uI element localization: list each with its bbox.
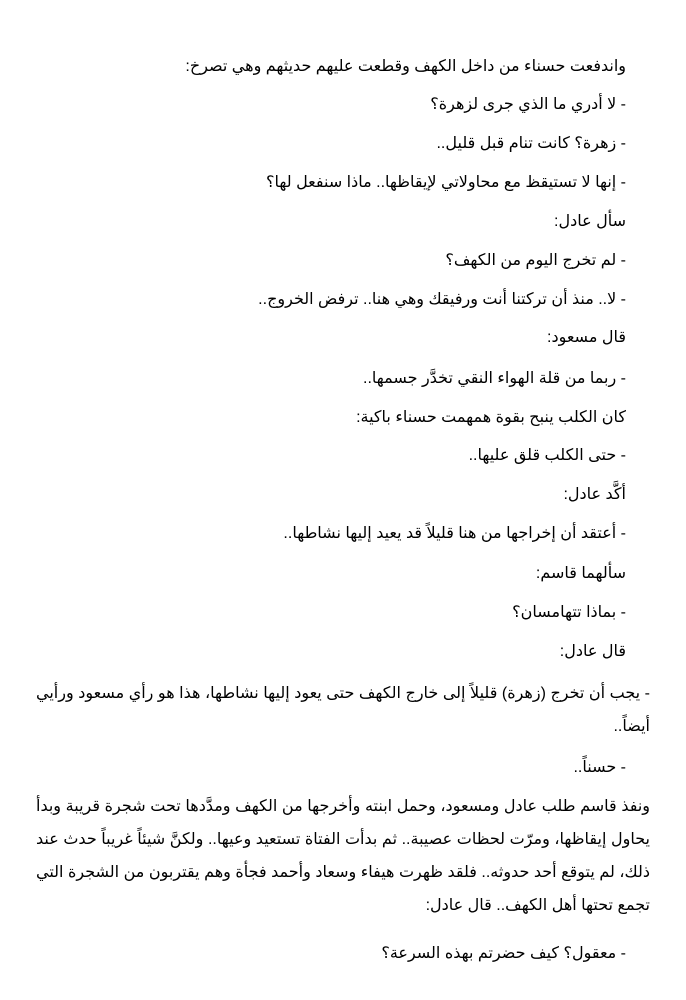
- dialogue-line: - زهرة؟ كانت تنام قبل قليل..: [436, 135, 626, 152]
- speaker-line: قال عادل:: [559, 643, 626, 660]
- speaker-line: أكَّد عادل:: [563, 486, 626, 503]
- dialogue-line: - بماذا تتهامسان؟: [512, 604, 626, 621]
- dialogue-paragraph: - يجب أن تخرج (زهرة) قليلاً إلى خارج الكهف حتى يعود إليها نشاطها، هذا هو رأي مسعود ورأيي أيضاً..: [36, 685, 650, 735]
- narration-line: واندفعت حسناء من داخل الكهف وقطعت عليهم حديثهم وهي تصرخ:: [185, 58, 626, 75]
- speaker-line: سأل عادل:: [554, 213, 626, 230]
- narration-line: كان الكلب ينبح بقوة همهمت حسناء باكية:: [356, 409, 626, 426]
- dialogue-line: - أعتقد أن إخراجها من هنا قليلاً قد يعيد إليها نشاطها..: [283, 525, 626, 542]
- dialogue-line: - إنها لا تستيقظ مع محاولاتي لإيقاظها.. ماذا سنفعل لها؟: [266, 174, 626, 191]
- speaker-line: سألهما قاسم:: [535, 565, 626, 582]
- dialogue-line: - حسناً..: [573, 759, 626, 776]
- dialogue-line: - لا أدري ما الذي جرى لزهرة؟: [430, 96, 626, 113]
- dialogue-line: - لم تخرج اليوم من الكهف؟: [445, 252, 626, 269]
- dialogue-line: - لا.. منذ أن تركتنا أنت ورفيقك وهي هنا.. ترفض الخروج..: [258, 291, 626, 308]
- dialogue-line: - معقول؟ كيف حضرتم بهذه السرعة؟: [381, 945, 626, 962]
- dialogue-line: - حتى الكلب قلق عليها..: [468, 447, 626, 464]
- speaker-line: قال مسعود:: [547, 329, 626, 346]
- dialogue-line: - ربما من قلة الهواء النقي تخدَّر جسمها..: [363, 370, 626, 387]
- narration-paragraph: ونفذ قاسم طلب عادل ومسعود، وحمل ابنته وأخرجها من الكهف ومدَّدها تحت شجرة قريبة وبدأ يحاول إيقاظها، ومرّت لحظات عصيبة.. ثم بدأت الفتاة تستعيد وعيها.. ولكنَّ شيئاً غريباً حدث عند ذلك، لم يتوقع أحد حدوثه.. فلقد ظهرت هيفاء وسعاد وأحمد فجأة وهم يقتربون من الشجرة التي تجمع تحتها أهل الكهف.. قال عادل:: [36, 798, 651, 914]
